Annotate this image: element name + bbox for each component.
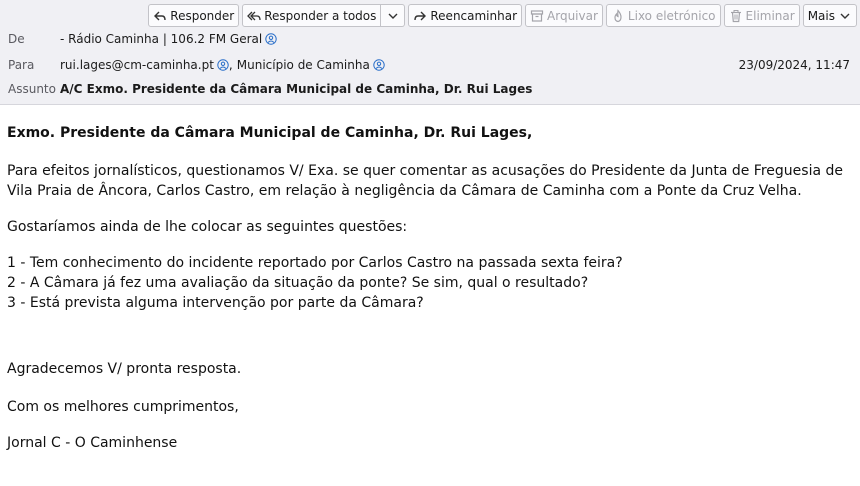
archive-button[interactable] (525, 4, 603, 27)
chevron-down-icon (838, 9, 852, 23)
delete-label: Eliminar (745, 8, 795, 23)
question-3: 3 - Está prevista alguma intervenção por parte da Câmara? (7, 295, 424, 311)
junk-label: Lixo eletrónico (627, 8, 716, 23)
reply-all-dropdown[interactable] (381, 4, 405, 27)
forward-label: Reencaminhar (430, 8, 518, 23)
subject-row (0, 80, 860, 98)
signature: Jornal C - O Caminhense (7, 435, 178, 451)
contact-icon[interactable] (217, 59, 229, 71)
question-2: 2 - A Câmara já fez uma avaliação da situação da ponte? Se sim, qual o resultado? (7, 275, 589, 291)
closing-line: Com os melhores cumprimentos, (7, 399, 239, 415)
archive-icon (530, 9, 544, 23)
more-label: Mais (807, 8, 835, 23)
reply-label: Responder (170, 8, 235, 23)
reply-all-button[interactable] (242, 4, 381, 27)
recipient-1[interactable]: rui.lages@cm-caminha.pt (60, 58, 214, 72)
reply-icon (153, 9, 167, 23)
message-toolbar (145, 4, 857, 27)
message-header (0, 0, 860, 105)
from-sender[interactable] (60, 32, 277, 46)
contact-icon[interactable] (373, 59, 385, 71)
more-button[interactable] (803, 4, 857, 27)
reply-button[interactable] (148, 4, 239, 27)
chevron-down-icon (386, 9, 400, 23)
from-row (0, 30, 860, 48)
trash-icon (729, 9, 743, 23)
question-1: 1 - Tem conhecimento do incidente reportado por Carlos Castro na passada sexta feira? (7, 255, 623, 271)
thanks-line: Agradecemos V/ pronta resposta. (7, 361, 242, 377)
forward-button[interactable] (408, 4, 522, 27)
archive-label: Arquivar (547, 8, 598, 23)
flame-icon (611, 9, 625, 23)
paragraph-1-line-1: Para efeitos jornalísticos, questionamos V/ Exa. se quer comentar as acusações do Presidente da Junta de Freguesia de (7, 163, 843, 179)
contact-icon[interactable] (265, 33, 277, 45)
from-value: - Rádio Caminha | 106.2 FM Geral (60, 32, 263, 46)
to-row (0, 56, 860, 74)
from-label: De (8, 32, 25, 46)
reply-all-icon (247, 9, 261, 23)
junk-button[interactable] (606, 4, 721, 27)
reply-all-label: Responder a todos (264, 8, 377, 23)
recipient-2[interactable]: Município de Caminha (236, 58, 370, 72)
recipient-separator: , (228, 58, 233, 72)
subject-label: Assunto (8, 82, 56, 96)
message-date: 23/09/2024, 11:47 (738, 58, 850, 72)
to-label: Para (8, 58, 35, 72)
greeting: Exmo. Presidente da Câmara Municipal de Caminha, Dr. Rui Lages, (7, 125, 533, 141)
delete-button[interactable] (724, 4, 800, 27)
to-recipients (60, 58, 385, 72)
message-body (7, 118, 853, 453)
subject-value: A/C Exmo. Presidente da Câmara Municipal de Caminha, Dr. Rui Lages (60, 82, 533, 96)
forward-icon (413, 9, 427, 23)
paragraph-2: Gostaríamos ainda de lhe colocar as seguintes questões: (7, 219, 408, 235)
paragraph-1-line-2: Vila Praia de Âncora, Carlos Castro, em relação à negligência da Câmara de Caminha com a Ponte da Cruz Velha. (7, 183, 802, 199)
